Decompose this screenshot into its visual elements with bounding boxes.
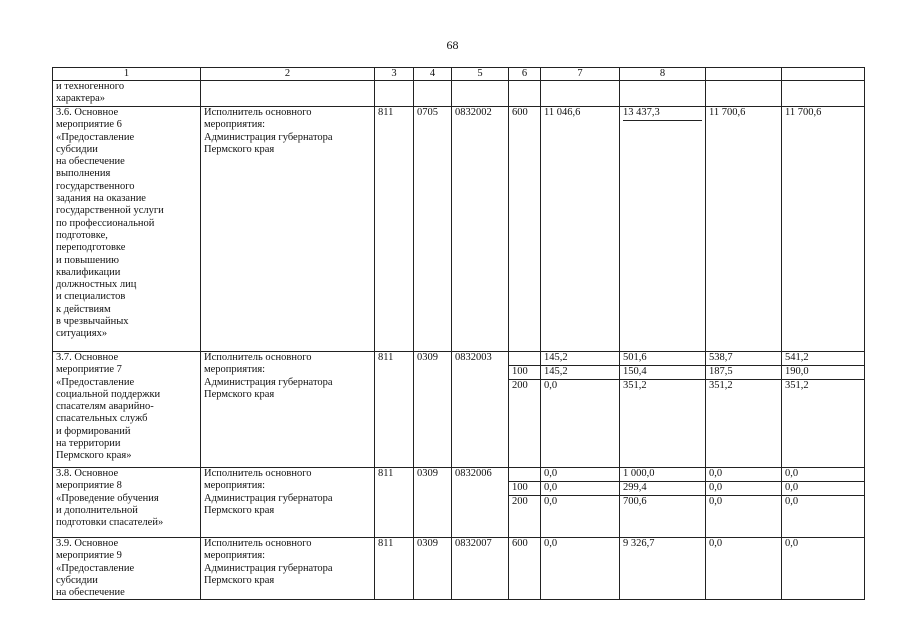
value-cell-c6 <box>509 107 541 352</box>
column-header <box>706 68 782 81</box>
value-cell-c6 <box>509 468 541 538</box>
cell-value: 351,2 <box>709 380 733 391</box>
value-cell-c8 <box>620 468 706 538</box>
code-section-cell: 0309 <box>414 538 452 600</box>
cell-value: 187,5 <box>706 366 781 380</box>
cell-value <box>509 352 540 366</box>
code-admin-cell: 811 <box>375 468 414 538</box>
code-target-cell: 0832007 <box>452 538 509 600</box>
column-header: 6 <box>509 68 541 81</box>
value-cell-c9 <box>706 538 782 600</box>
cell-value <box>623 81 702 94</box>
column-header: 2 <box>201 68 375 81</box>
activity-description: 3.8. Основное мероприятие 8 «Проведение обучения и дополнительной подготовки спасателей» <box>53 468 201 538</box>
code-admin-cell: 811 <box>375 538 414 600</box>
cell-value: 0,0 <box>782 468 864 482</box>
table-body <box>53 68 865 600</box>
cell-value: 100 <box>509 482 540 496</box>
table-row <box>53 81 865 107</box>
activity-description: 3.9. Основное мероприятие 9 «Предоставление субсидии на обеспечение <box>53 538 201 600</box>
value-cell-c7 <box>541 538 620 600</box>
value-cell-c9 <box>706 352 782 468</box>
cell-value <box>509 468 540 482</box>
value-cell-c6 <box>509 352 541 468</box>
budget-table <box>52 67 865 600</box>
code-section-cell <box>414 81 452 107</box>
table-row <box>53 352 865 468</box>
activity-description: 3.6. Основное мероприятие 6 «Предоставление субсидии на обеспечение выполнения государственного задания на оказание государственной услуги по профессиональной подготовке, переподготовке и повышению квалификации должностных лиц и специалистов к действиям в чрезвычайных ситуациях» <box>53 107 201 352</box>
value-cell-c7 <box>541 468 620 538</box>
value-cell-c10 <box>782 352 865 468</box>
value-cell-c10 <box>782 538 865 600</box>
cell-value: 0,0 <box>541 482 619 496</box>
cell-value: 190,0 <box>782 366 864 380</box>
cell-value: 11 700,6 <box>709 107 746 118</box>
cell-value <box>512 81 537 94</box>
value-cell-c7 <box>541 107 620 352</box>
executor-cell: Исполнитель основного мероприятия: Администрация губернатора Пермского края <box>201 107 375 352</box>
value-cell-c9 <box>706 81 782 107</box>
cell-value: 11 046,6 <box>544 107 581 118</box>
cell-value: 0,0 <box>709 496 723 507</box>
column-header: 4 <box>414 68 452 81</box>
code-target-cell: 0832003 <box>452 352 509 468</box>
cell-value: 0,0 <box>706 468 781 482</box>
cell-value: 600 <box>512 107 528 118</box>
value-cell-c8 <box>620 538 706 600</box>
code-section-cell: 0705 <box>414 107 452 352</box>
table-row <box>53 468 865 538</box>
cell-value: 0,0 <box>544 380 558 391</box>
cell-value: 13 437,3 <box>623 107 702 121</box>
cell-value: 11 700,6 <box>785 107 822 118</box>
cell-value: 0,0 <box>706 482 781 496</box>
cell-value: 0,0 <box>544 496 558 507</box>
value-cell-c7 <box>541 352 620 468</box>
value-cell-c8 <box>620 352 706 468</box>
value-cell-c6 <box>509 81 541 107</box>
activity-description: и техногенного характера» <box>53 81 201 107</box>
code-section-cell: 0309 <box>414 352 452 468</box>
value-cell-c7 <box>541 81 620 107</box>
column-header: 8 <box>620 68 706 81</box>
cell-value: 200 <box>512 496 528 507</box>
value-cell-c6 <box>509 538 541 600</box>
cell-value: 0,0 <box>782 482 864 496</box>
cell-value: 0,0 <box>785 496 799 507</box>
value-cell-c10 <box>782 468 865 538</box>
code-admin-cell: 811 <box>375 107 414 352</box>
code-admin-cell: 811 <box>375 352 414 468</box>
executor-cell <box>201 81 375 107</box>
cell-value: 0,0 <box>785 538 799 549</box>
value-cell-c9 <box>706 468 782 538</box>
cell-value: 200 <box>512 380 528 391</box>
value-cell-c9 <box>706 107 782 352</box>
column-header: 5 <box>452 68 509 81</box>
cell-value: 351,2 <box>623 380 647 391</box>
executor-cell: Исполнитель основного мероприятия: Администрация губернатора Пермского края <box>201 468 375 538</box>
cell-value: 145,2 <box>541 352 619 366</box>
code-target-cell: 0832002 <box>452 107 509 352</box>
cell-value: 0,0 <box>544 538 558 549</box>
executor-cell: Исполнитель основного мероприятия: Администрация губернатора Пермского края <box>201 352 375 468</box>
code-target-cell: 0832006 <box>452 468 509 538</box>
cell-value: 538,7 <box>706 352 781 366</box>
column-header <box>782 68 865 81</box>
code-section-cell: 0309 <box>414 468 452 538</box>
cell-value <box>544 81 616 94</box>
column-header: 7 <box>541 68 620 81</box>
cell-value <box>709 81 778 94</box>
page-number: 68 <box>446 38 459 52</box>
cell-value <box>785 81 861 94</box>
code-admin-cell <box>375 81 414 107</box>
value-cell-c10 <box>782 107 865 352</box>
code-target-cell <box>452 81 509 107</box>
cell-value: 541,2 <box>782 352 864 366</box>
cell-value: 145,2 <box>541 366 619 380</box>
cell-value: 600 <box>512 538 528 549</box>
cell-value: 150,4 <box>620 366 705 380</box>
table-row <box>53 107 865 352</box>
cell-value: 0,0 <box>709 538 723 549</box>
column-header: 1 <box>53 68 201 81</box>
cell-value: 351,2 <box>785 380 809 391</box>
executor-cell: Исполнитель основного мероприятия: Администрация губернатора Пермского края <box>201 538 375 600</box>
cell-value: 100 <box>509 366 540 380</box>
table-row <box>53 538 865 600</box>
cell-value: 501,6 <box>620 352 705 366</box>
value-cell-c10 <box>782 81 865 107</box>
cell-value: 1 000,0 <box>620 468 705 482</box>
column-header: 3 <box>375 68 414 81</box>
value-cell-c8 <box>620 107 706 352</box>
cell-value: 700,6 <box>623 496 647 507</box>
activity-description: 3.7. Основное мероприятие 7 «Предоставление социальной поддержки спасателям аварийно- спасательных служб и формирований на территории Пермского края» <box>53 352 201 468</box>
cell-value: 299,4 <box>620 482 705 496</box>
value-cell-c8 <box>620 81 706 107</box>
cell-value: 0,0 <box>541 468 619 482</box>
column-number-row <box>53 68 865 81</box>
cell-value: 9 326,7 <box>623 538 655 549</box>
